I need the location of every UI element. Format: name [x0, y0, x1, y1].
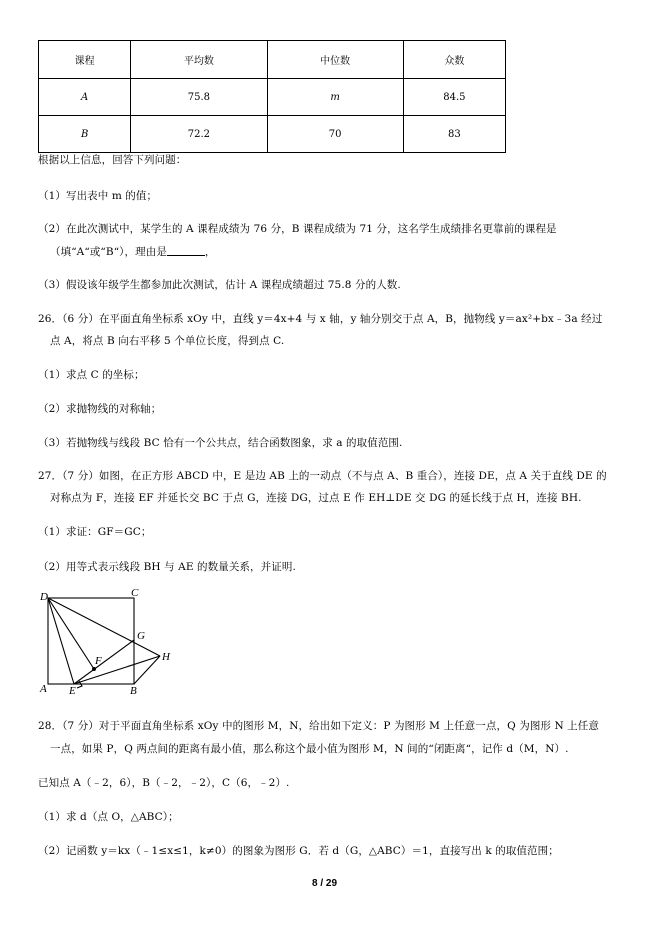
- q27-part1: （1）求证：GF＝GC；: [38, 526, 152, 538]
- table-cell: B: [39, 116, 131, 153]
- table-cell: A: [39, 79, 131, 116]
- label-f: F: [95, 655, 102, 667]
- q26-stem-line1: 26．（6 分）在平面直角坐标系 xOy 中，直线 y＝4x+4 与 x 轴，y 轴分别交于点 A，B，抛物线 y＝ax²+bx﹣3a 经过: [38, 313, 603, 325]
- segment-df: [48, 598, 94, 669]
- point-f: [92, 667, 96, 671]
- statistics-table: [38, 40, 506, 153]
- label-c: C: [131, 588, 139, 599]
- q27-stem-line1: 27．（7 分）如图，在正方形 ABCD 中，E 是边 AB 上的一动点（不与点 A、B 重合），连接 DE，点 A 关于直线 DE 的: [38, 470, 607, 482]
- q28-part2: （2）记函数 y＝kx（﹣1≤x≤1，k≠0）的图象为图形 G．若 d（G，△ABC）＝1，直接写出 k 的取值范围；: [38, 845, 559, 857]
- segment-de: [48, 598, 74, 684]
- label-e: E: [69, 685, 76, 697]
- q26-stem-line2: 点 A，将点 B 向右平移 5 个单位长度，得到点 C.: [50, 335, 285, 347]
- table-cell: 72.2: [131, 116, 267, 153]
- label-g: G: [137, 630, 145, 642]
- label-h: H: [162, 651, 170, 663]
- q25-part2-line1: （2）在此次测试中，某学生的 A 课程成绩为 76 分，B 课程成绩为 71 分，这名学生成绩排名更靠前的课程是: [38, 223, 557, 235]
- q27-stem-line2: 对称点为 F，连接 EF 并延长交 BC 于点 G，连接 DG，过点 E 作 EH⊥DE 交 DG 的延长线于点 H，连接 BH.: [50, 492, 582, 504]
- table-row: [39, 116, 506, 153]
- q25-part2-line2: [50, 244, 216, 259]
- table-cell: 70: [267, 116, 403, 153]
- table-cell: 75.8: [131, 79, 267, 116]
- q28-stem-line2: 一点，如果 P，Q 两点间的距离有最小值，那么称这个最小值为图形 M，N 间的“闭距离“，记作 d（M，N）.: [50, 743, 569, 755]
- square-abcd-figure: [36, 588, 186, 700]
- table-cell: 84.5: [403, 79, 505, 116]
- q25-intro: 根据以上信息，回答下列问题：: [38, 154, 187, 166]
- q26-part1: （1）求点 C 的坐标；: [38, 369, 145, 381]
- table-header-row: [39, 41, 506, 79]
- q25-part2-text: （填“A“或“B“），理由是: [50, 246, 167, 258]
- label-b: B: [130, 685, 137, 697]
- table-row: [39, 79, 506, 116]
- q25-part3: （3）假设该年级学生都参加此次测试，估计 A 课程成绩超过 75.8 分的人数.: [38, 279, 401, 291]
- q28-part1: （1）求 d（点 O，△ABC）；: [38, 811, 179, 823]
- table-cell: 83: [403, 116, 505, 153]
- table-header-cell: 中位数: [267, 41, 403, 79]
- q26-part2: （2）求抛物线的对称轴；: [38, 403, 162, 415]
- page-number: 8 / 29: [312, 878, 338, 889]
- table-cell: m: [267, 79, 403, 116]
- table-header-cell: 平均数: [131, 41, 267, 79]
- q28-stem-line1: 28．（7 分）对于平面直角坐标系 xOy 中的图形 M，N，给出如下定义：P 为图形 M 上任意一点，Q 为图形 N 上任意: [38, 720, 599, 732]
- segment-dh: [48, 598, 160, 656]
- label-a: A: [40, 683, 47, 695]
- q25-part1: （1）写出表中 m 的值；: [38, 190, 158, 202]
- table-header-cell: 课程: [39, 41, 131, 79]
- table-header-cell: 众数: [403, 41, 505, 79]
- q28-known-points: 已知点 A（﹣2，6），B（﹣2，﹣2），C（6，﹣2）.: [38, 777, 290, 789]
- label-d: D: [40, 591, 48, 603]
- q27-part2: （2）用等式表示线段 BH 与 AE 的数量关系，并证明.: [38, 561, 296, 573]
- segment-eg: [74, 640, 134, 684]
- q26-part3: （3）若抛物线与线段 BC 恰有一个公共点，结合函数图象，求 a 的取值范围.: [38, 437, 403, 449]
- answer-blank: [167, 244, 205, 256]
- q25-part2-comma: ，: [204, 246, 216, 258]
